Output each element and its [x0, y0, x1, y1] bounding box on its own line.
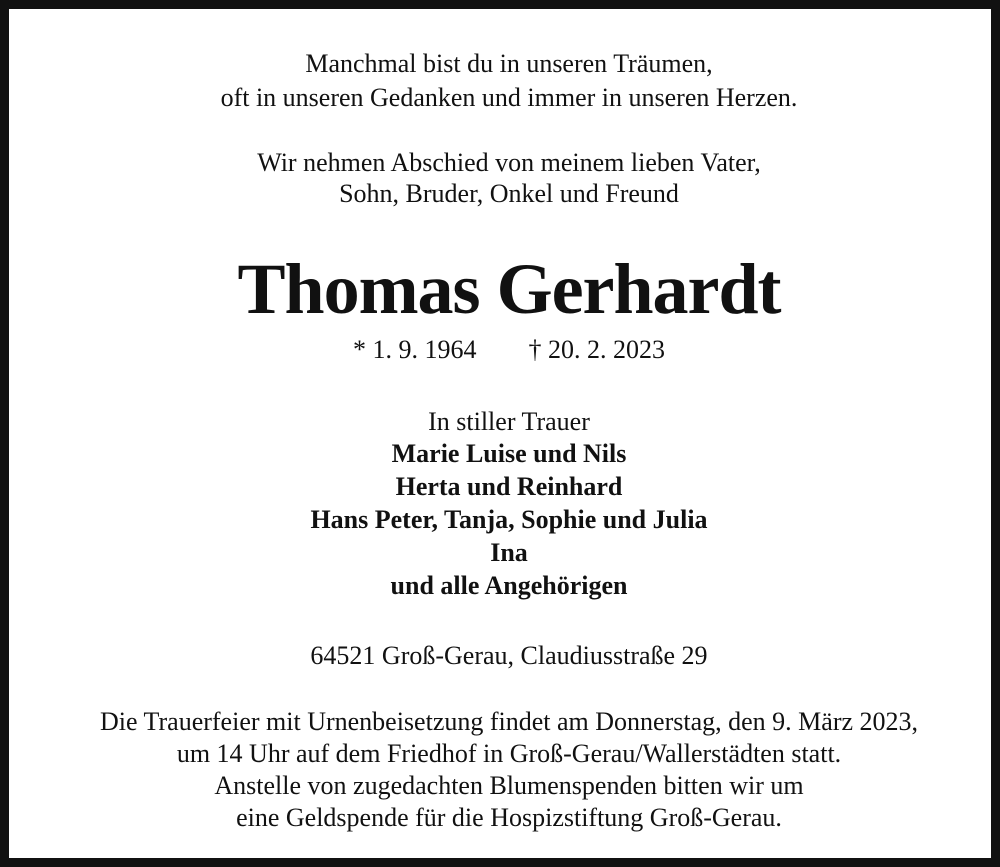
funeral-line-2: um 14 Uhr auf dem Friedhof in Groß-Gerau/Wallerstädten statt.: [176, 739, 842, 768]
quote-line-1: Manchmal bist du in unseren Träumen,: [305, 49, 713, 78]
funeral-line-4: eine Geldspende für die Hospizstiftung Groß-Gerau.: [236, 803, 782, 832]
deceased-name: Thomas Gerhardt: [237, 249, 781, 329]
quote-line-2: oft in unseren Gedanken und immer in unseren Herzen.: [220, 83, 798, 112]
mourner-name: Marie Luise und Nils: [391, 439, 627, 468]
birth-date: * 1. 9. 1964: [353, 335, 477, 364]
mourner-name: und alle Angehörigen: [390, 571, 628, 600]
intro-line-2: Sohn, Bruder, Onkel und Freund: [339, 179, 679, 208]
intro-line-1: Wir nehmen Abschied von meinem lieben Vater,: [257, 148, 761, 177]
address: 64521 Groß-Gerau, Claudiusstraße 29: [310, 641, 708, 670]
death-date: † 20. 2. 2023: [528, 335, 665, 364]
mourners-heading: In stiller Trauer: [428, 407, 590, 436]
funeral-line-3: Anstelle von zugedachten Blumenspenden bitten wir um: [214, 771, 804, 800]
mourner-name: Herta und Reinhard: [395, 472, 623, 501]
mourner-name: Ina: [490, 538, 528, 567]
funeral-line-1: Die Trauerfeier mit Urnenbeisetzung findet am Donnerstag, den 9. März 2023,: [99, 707, 919, 736]
life-dates: [9, 335, 1000, 365]
mourner-name: Hans Peter, Tanja, Sophie und Julia: [310, 505, 708, 534]
